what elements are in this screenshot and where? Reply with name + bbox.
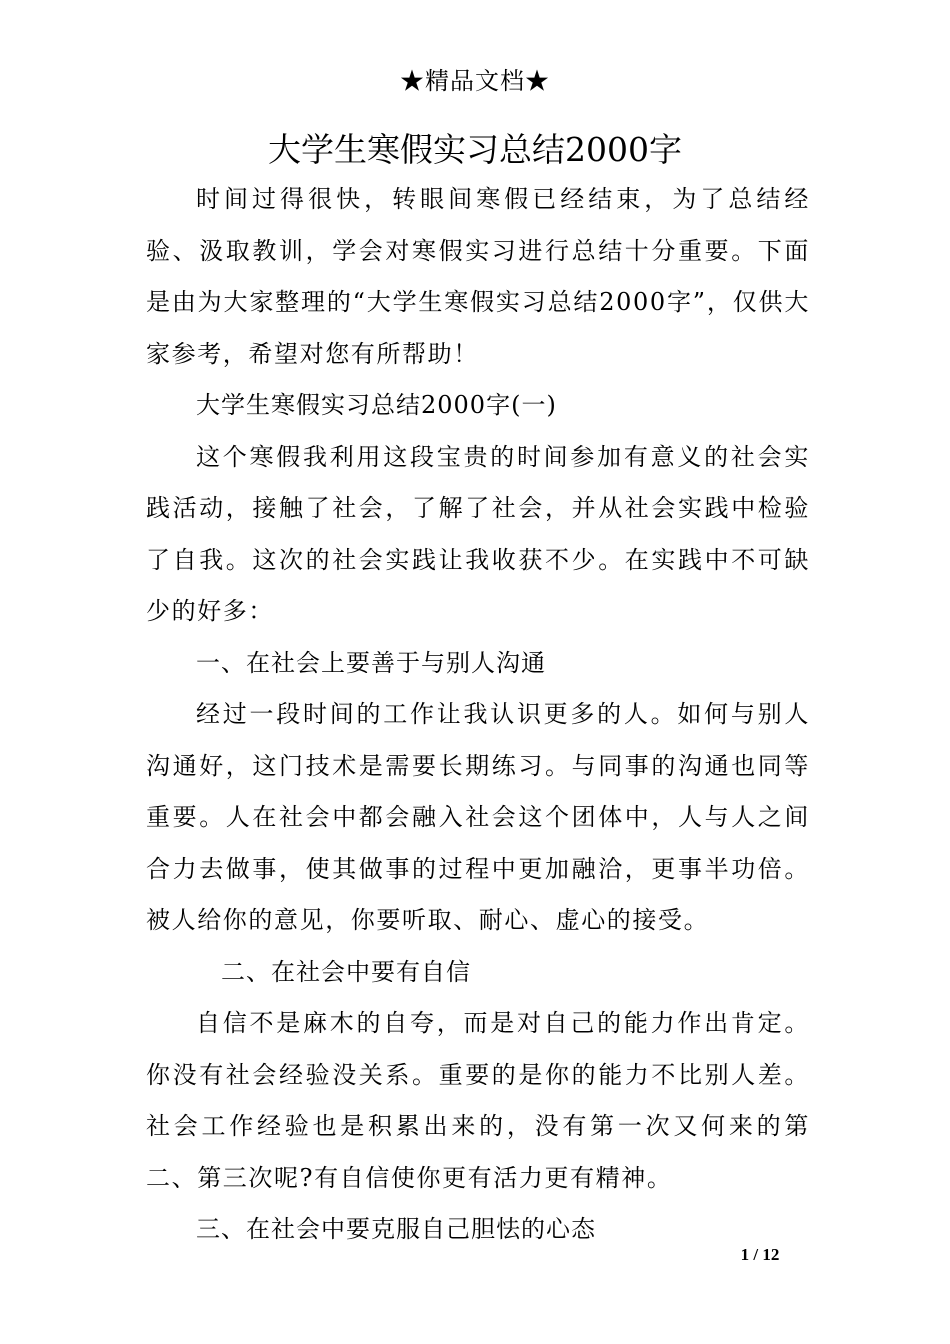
document-body: [146, 174, 810, 1256]
subheading-1: 一、在社会上要善于与别人沟通: [196, 648, 546, 677]
body-paragraph: 这个寒假我利用这段宝贵的时间参加有意义的社会实践活动，接触了社会，了解了社会，并从社会实践中检验了自我。这次的社会实践让我收获不少。在实践中不可缺少的好多：: [146, 442, 810, 625]
document-title: 大学生寒假实习总结2000字: [268, 130, 682, 169]
subheading-2: 二、在社会中要有自信: [221, 957, 471, 986]
section-title-1: 大学生寒假实习总结2000字(一): [196, 391, 557, 419]
intro-paragraph: 时间过得很快，转眼间寒假已经结束，为了总结经验、汲取教训，学会对寒假实习进行总结十分重要。下面是由为大家整理的“大学生寒假实习总结2000字”，仅供大家参考，希望对您有所帮助！: [146, 185, 810, 368]
page-number: 1 / 12: [740, 1245, 780, 1264]
body-paragraph: 经过一段时间的工作让我认识更多的人。如何与别人沟通好，这门技术是需要长期练习。与同事的沟通也同等重要。人在社会中都会融入社会这个团体中，人与人之间合力去做事，使其做事的过程中更加融洽，更事半功倍。被人给你的意见，你要听取、耐心、虚心的接受。: [146, 700, 810, 934]
header-mark: ★精品文档★: [400, 67, 550, 95]
subheading-3: 三、在社会中要克服自己胆怯的心态: [196, 1215, 596, 1243]
body-paragraph: 自信不是麻木的自夸，而是对自己的能力作出肯定。你没有社会经验没关系。重要的是你的能力不比别人差。社会工作经验也是积累出来的，没有第一次又何来的第二、第三次呢?有自信使你更有活力更有精神。: [146, 1009, 810, 1192]
